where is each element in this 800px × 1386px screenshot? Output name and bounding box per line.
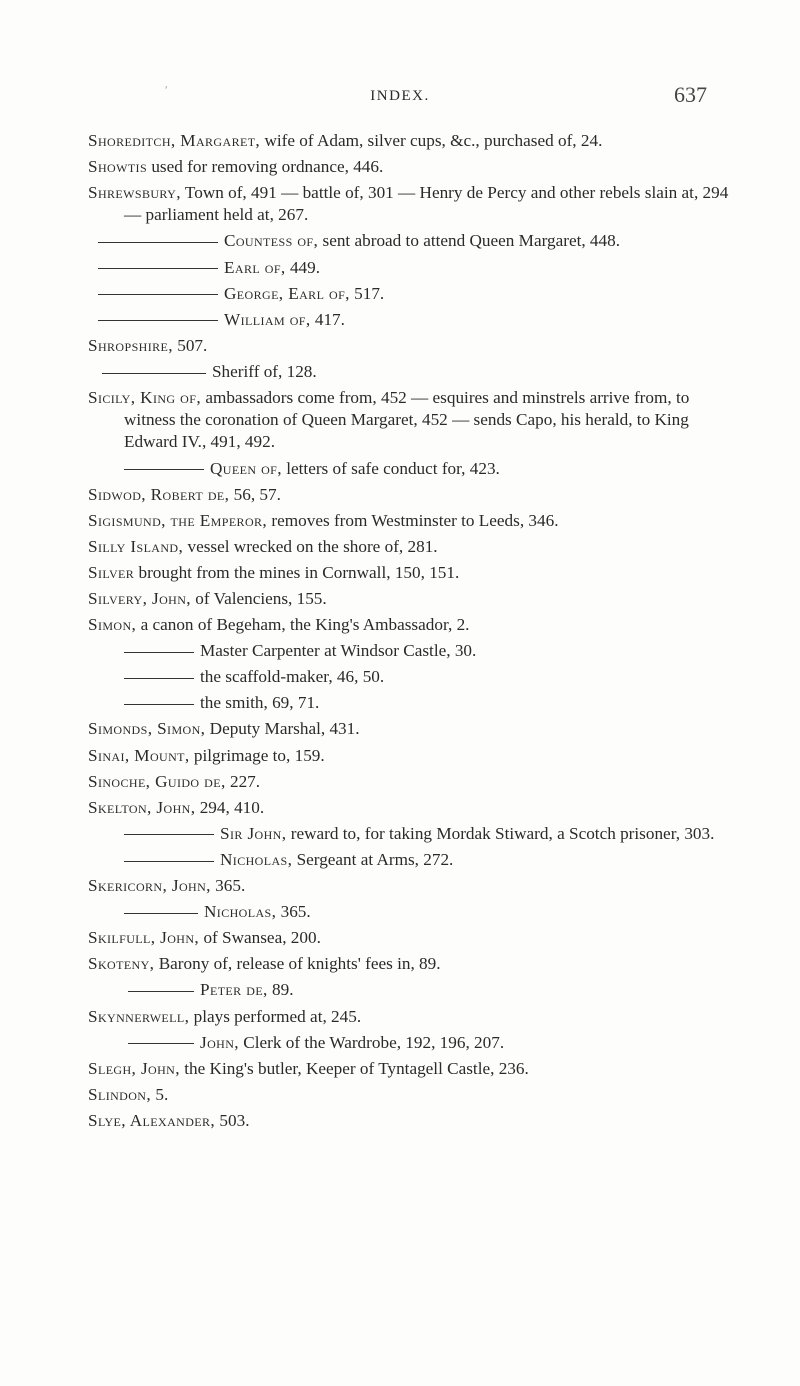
entry-text: pilgrimage to, 159. bbox=[189, 745, 325, 765]
entry-text: 365. bbox=[276, 902, 311, 922]
entry-head: Showtis bbox=[88, 157, 148, 177]
index-entry bbox=[88, 953, 733, 975]
entry-head: Skilfull, John, bbox=[88, 928, 200, 948]
page-number: 637 bbox=[674, 82, 707, 107]
index-subentry bbox=[88, 1032, 733, 1054]
index-subentry bbox=[88, 849, 733, 871]
index-subentry bbox=[88, 979, 733, 1001]
index-entry bbox=[88, 927, 733, 949]
index-entry bbox=[88, 1058, 733, 1080]
entry-head: Shrewsbury, bbox=[88, 183, 181, 203]
index-entry bbox=[88, 718, 733, 740]
index-entry bbox=[88, 130, 733, 152]
index-entry bbox=[88, 1084, 733, 1106]
ditto-dash bbox=[124, 678, 194, 679]
entry-text: 5. bbox=[151, 1084, 169, 1104]
entry-text: letters of safe conduct for, 423. bbox=[281, 458, 500, 478]
index-entry bbox=[88, 510, 733, 532]
index-entry bbox=[88, 771, 733, 793]
entry-text: the smith, 69, 71. bbox=[200, 693, 320, 713]
ditto-dash bbox=[98, 294, 218, 295]
entry-text: Master Carpenter at Windsor Castle, 30. bbox=[200, 641, 477, 661]
index-subentry bbox=[88, 666, 733, 688]
index-subentry bbox=[88, 823, 733, 845]
entry-head: Shoreditch, Margaret, bbox=[88, 131, 261, 150]
index-entry bbox=[88, 484, 733, 506]
entry-text: Town of, 491 — battle of, 301 — Henry de Percy and other rebels slain at, 294 — parliament held at, 267. bbox=[124, 183, 729, 225]
index-entry bbox=[88, 536, 733, 558]
entry-head: Sinai, Mount, bbox=[88, 745, 190, 765]
entry-text: Clerk of the Wardrobe, 192, 196, 207. bbox=[238, 1032, 505, 1052]
ditto-dash bbox=[128, 991, 194, 992]
ditto-dash bbox=[124, 913, 198, 914]
page-header bbox=[0, 82, 800, 112]
entry-text: 365. bbox=[210, 876, 246, 896]
entry-head: Simonds, Simon, bbox=[88, 719, 206, 739]
entry-head: Skoteny, bbox=[88, 954, 155, 974]
entry-text: a canon of Begeham, the King's Ambassador, 2. bbox=[136, 615, 470, 635]
entry-text: Deputy Marshal, 431. bbox=[205, 719, 360, 739]
ditto-dash bbox=[124, 704, 194, 705]
entry-head: Earl of, bbox=[224, 257, 286, 277]
index-subentry bbox=[88, 283, 733, 305]
entry-text: used for removing ordnance, 446. bbox=[147, 157, 384, 177]
entry-text: 227. bbox=[225, 771, 261, 791]
index-entry bbox=[88, 562, 733, 584]
entry-head: Shropshire, bbox=[88, 335, 173, 355]
index-subentry bbox=[88, 257, 733, 279]
entry-text: 56, 57. bbox=[229, 484, 281, 504]
entry-head: John, bbox=[200, 1032, 239, 1052]
entry-text: 449. bbox=[285, 257, 321, 277]
entry-text: the scaffold-maker, 46, 50. bbox=[200, 667, 385, 687]
entry-text: of Valenciens, 155. bbox=[190, 589, 327, 609]
index-entry bbox=[88, 1006, 733, 1028]
entry-text: of Swansea, 200. bbox=[199, 928, 321, 948]
entry-text: 507. bbox=[172, 335, 208, 355]
index-entry bbox=[88, 335, 733, 357]
index-subentry bbox=[88, 361, 733, 383]
page-title: INDEX. bbox=[370, 88, 430, 104]
entry-head: Nicholas, bbox=[204, 902, 277, 922]
stray-mark: ʹ bbox=[165, 83, 168, 97]
ditto-dash bbox=[124, 469, 204, 470]
entry-text: sent abroad to attend Queen Margaret, 448. bbox=[318, 231, 621, 251]
entry-head: Skelton, John, bbox=[88, 797, 196, 817]
entry-text: 294, 410. bbox=[195, 797, 265, 817]
entry-text: wife of Adam, silver cups, &c., purchased of, 24. bbox=[260, 131, 603, 150]
entry-head: George, Earl of, bbox=[224, 283, 350, 303]
entry-text: the King's butler, Keeper of Tyntagell Castle, 236. bbox=[179, 1058, 529, 1078]
entry-text: Sergeant at Arms, 272. bbox=[292, 849, 454, 869]
entry-head: Silly Island, bbox=[88, 536, 184, 556]
entry-head: Peter de, bbox=[200, 980, 268, 1000]
ditto-dash bbox=[98, 242, 218, 243]
entry-head: Sicily, King of, bbox=[88, 388, 202, 408]
entry-text: 517. bbox=[349, 283, 385, 303]
index-subentry bbox=[88, 309, 733, 331]
index-entry bbox=[88, 745, 733, 767]
index-entry bbox=[88, 588, 733, 610]
entry-text: 503. bbox=[215, 1110, 250, 1130]
entry-text: removes from Westminster to Leeds, 346. bbox=[267, 510, 559, 530]
index-entry bbox=[88, 875, 733, 897]
ditto-dash bbox=[128, 1043, 194, 1044]
ditto-dash bbox=[124, 861, 214, 862]
entry-head: Sir John, bbox=[220, 823, 287, 843]
entry-head: Nicholas, bbox=[220, 849, 293, 869]
index-entry bbox=[88, 182, 733, 226]
entry-text: vessel wrecked on the shore of, 281. bbox=[183, 536, 438, 556]
ditto-dash bbox=[98, 320, 218, 321]
entry-head: Countess of, bbox=[224, 231, 319, 251]
index-subentry bbox=[88, 640, 733, 662]
entry-head: Skynnerwell, bbox=[88, 1006, 190, 1026]
index-entry bbox=[88, 1110, 733, 1132]
index-entry bbox=[88, 387, 733, 454]
entry-head: Slegh, John, bbox=[88, 1058, 180, 1078]
entry-text: reward to, for taking Mordak Stiward, a Scotch prisoner, 303. bbox=[286, 823, 715, 843]
index-entry bbox=[88, 156, 733, 178]
index-subentry bbox=[88, 230, 733, 252]
entry-head: Silvery, John, bbox=[88, 589, 191, 609]
ditto-dash bbox=[124, 652, 194, 653]
ditto-dash bbox=[98, 268, 218, 269]
entry-head: Queen of, bbox=[210, 458, 282, 478]
entry-text: plays performed at, 245. bbox=[189, 1006, 362, 1026]
entry-text: 417. bbox=[310, 309, 345, 329]
index-subentry bbox=[88, 692, 733, 714]
entry-head: Sidwod, Robert de, bbox=[88, 484, 230, 504]
index-entries bbox=[88, 130, 733, 1136]
entry-head: William of, bbox=[224, 309, 311, 329]
entry-head: Simon, bbox=[88, 615, 137, 635]
index-entry bbox=[88, 614, 733, 636]
entry-head: Slindon, bbox=[88, 1084, 152, 1104]
index-entry bbox=[88, 797, 733, 819]
ditto-dash bbox=[102, 373, 206, 374]
entry-text: ambassadors come from, 452 — esquires and minstrels arrive from, to witness the coronation of Queen Margaret, 452 — sends Capo, his herald, to King Edward IV., 491, 492. bbox=[124, 388, 690, 452]
entry-text: Sheriff of, 128. bbox=[212, 361, 317, 381]
entry-head: Skericorn, John, bbox=[88, 876, 211, 896]
index-subentry bbox=[88, 458, 733, 480]
entry-head: Silver bbox=[88, 562, 135, 582]
entry-head: Sinoche, Guido de, bbox=[88, 771, 226, 791]
entry-text: 89. bbox=[267, 980, 294, 1000]
entry-text: Barony of, release of knights' fees in, 89. bbox=[154, 954, 441, 974]
ditto-dash bbox=[124, 834, 214, 835]
entry-text: brought from the mines in Cornwall, 150, 151. bbox=[134, 562, 460, 582]
entry-head: Sigismund, the Emperor, bbox=[88, 510, 268, 530]
entry-head: Slye, Alexander, bbox=[88, 1110, 216, 1130]
index-subentry bbox=[88, 901, 733, 923]
